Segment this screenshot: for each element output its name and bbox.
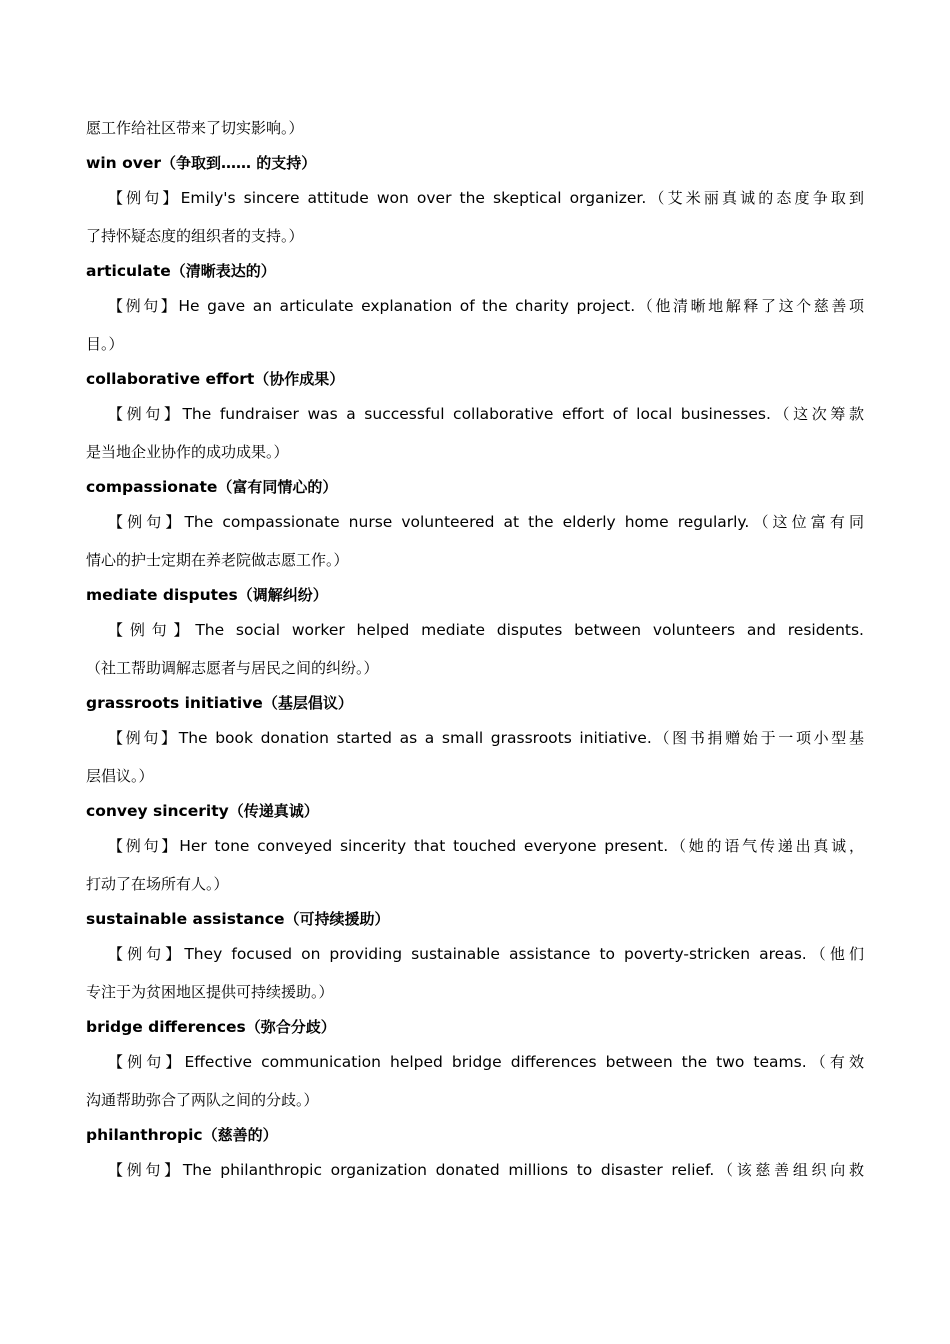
example-marker: 【例句】 bbox=[108, 513, 185, 531]
example-sentence: They focused on providing sustainable assistance to poverty-stricken areas. bbox=[184, 945, 807, 963]
example-sentence: Effective communication helped bridge differences between the two teams. bbox=[184, 1053, 807, 1071]
entry-heading bbox=[86, 1017, 864, 1037]
entry-example bbox=[86, 1052, 864, 1072]
example-marker: 【例句】 bbox=[108, 189, 181, 207]
entry-gloss: （慈善的） bbox=[202, 1126, 278, 1144]
entry-gloss: （可持续援助） bbox=[284, 910, 390, 928]
example-translation-end: 专注于为贫困地区提供可持续援助。） bbox=[86, 983, 334, 1001]
example-translation-start: （他清晰地解释了这个慈善项 bbox=[635, 297, 864, 315]
entry-heading bbox=[86, 585, 864, 605]
entry-heading bbox=[86, 477, 864, 497]
entry-heading bbox=[86, 1125, 864, 1145]
example-sentence: The social worker helped mediate disputes between volunteers and residents. bbox=[195, 621, 864, 639]
example-sentence: The book donation started as a small grassroots initiative. bbox=[178, 729, 652, 747]
entry-example bbox=[86, 620, 864, 640]
entry-term: articulate bbox=[86, 262, 171, 280]
entry-gloss: （传递真诚） bbox=[228, 802, 319, 820]
entry-example bbox=[86, 404, 864, 424]
entry-example bbox=[86, 1160, 864, 1180]
example-translation-start: （图书捐赠始于一项小型基 bbox=[651, 729, 864, 747]
example-marker: 【例句】 bbox=[108, 729, 179, 747]
entry-example bbox=[86, 944, 864, 964]
entry-heading bbox=[86, 369, 864, 389]
entry-heading bbox=[86, 909, 864, 929]
entry-example bbox=[86, 512, 864, 532]
entry-gloss: （基层倡议） bbox=[262, 694, 353, 712]
entry-example bbox=[86, 728, 864, 748]
example-marker: 【例句】 bbox=[108, 1053, 185, 1071]
entry-example bbox=[86, 188, 864, 208]
entry-heading bbox=[86, 693, 864, 713]
entry-term: win over bbox=[86, 154, 161, 172]
entry-term: sustainable assistance bbox=[86, 910, 285, 928]
entry-gloss: （协作成果） bbox=[254, 370, 345, 388]
example-translation-end: （社工帮助调解志愿者与居民之间的纠纷。） bbox=[86, 659, 379, 677]
example-translation-end: 是当地企业协作的成功成果。） bbox=[86, 443, 289, 461]
entry-term: mediate disputes bbox=[86, 586, 238, 604]
example-translation-start: （她的语气传递出真诚， bbox=[668, 837, 864, 855]
example-translation-start: （这次筹款 bbox=[770, 405, 864, 423]
example-translation-start: （艾米丽真诚的态度争取到 bbox=[646, 189, 864, 207]
entry-term: compassionate bbox=[86, 478, 218, 496]
example-marker: 【例句】 bbox=[108, 837, 180, 855]
example-translation-end: 了持怀疑态度的组织者的支持。） bbox=[86, 227, 304, 245]
example-translation-end: 沟通帮助弥合了两队之间的分歧。） bbox=[86, 1091, 319, 1109]
example-sentence: The philanthropic organization donated millions to disaster relief. bbox=[182, 1161, 715, 1179]
example-sentence: The fundraiser was a successful collaborative effort of local businesses. bbox=[182, 405, 771, 423]
example-marker: 【例句】 bbox=[108, 297, 179, 315]
example-translation-end: 层倡议。） bbox=[86, 767, 154, 785]
entry-term: bridge differences bbox=[86, 1018, 246, 1036]
example-marker: 【例句】 bbox=[108, 1161, 183, 1179]
example-translation-end: 目。） bbox=[86, 335, 124, 353]
example-translation-end: 打动了在场所有人。） bbox=[86, 875, 229, 893]
example-marker: 【例句】 bbox=[108, 405, 183, 423]
example-translation-start: （有效 bbox=[806, 1053, 864, 1071]
entry-heading bbox=[86, 261, 864, 281]
entry-gloss: （争取到…… 的支持） bbox=[160, 154, 317, 172]
entry-gloss: （清晰表达的） bbox=[170, 262, 276, 280]
example-marker: 【例句】 bbox=[108, 945, 185, 963]
example-translation-start: （他们 bbox=[806, 945, 864, 963]
example-sentence: He gave an articulate explanation of the charity project. bbox=[178, 297, 636, 315]
example-translation-end bbox=[86, 1198, 864, 1218]
document-page bbox=[86, 118, 864, 1233]
intro-continuation: 愿工作给社区带来了切实影响。） bbox=[86, 119, 304, 137]
example-sentence: Her tone conveyed sincerity that touched everyone present. bbox=[179, 837, 669, 855]
entry-term: collaborative effort bbox=[86, 370, 255, 388]
entry-term: philanthropic bbox=[86, 1126, 203, 1144]
entry-gloss: （富有同情心的） bbox=[217, 478, 338, 496]
entry-term: grassroots initiative bbox=[86, 694, 263, 712]
example-sentence: The compassionate nurse volunteered at the elderly home regularly. bbox=[184, 513, 750, 531]
entry-heading bbox=[86, 153, 864, 173]
example-translation-start: （该慈善组织向救 bbox=[714, 1161, 864, 1179]
entry-heading bbox=[86, 801, 864, 821]
entry-example bbox=[86, 296, 864, 316]
entry-gloss: （调解纠纷） bbox=[237, 586, 328, 604]
example-marker: 【例句】 bbox=[108, 621, 196, 639]
example-translation-end: 情心的护士定期在养老院做志愿工作。） bbox=[86, 551, 349, 569]
example-translation-start: （这位富有同 bbox=[749, 513, 864, 531]
entry-gloss: （弥合分歧） bbox=[245, 1018, 336, 1036]
entry-term: convey sincerity bbox=[86, 802, 229, 820]
entry-example bbox=[86, 836, 864, 856]
example-sentence: Emily's sincere attitude won over the skeptical organizer. bbox=[180, 189, 647, 207]
